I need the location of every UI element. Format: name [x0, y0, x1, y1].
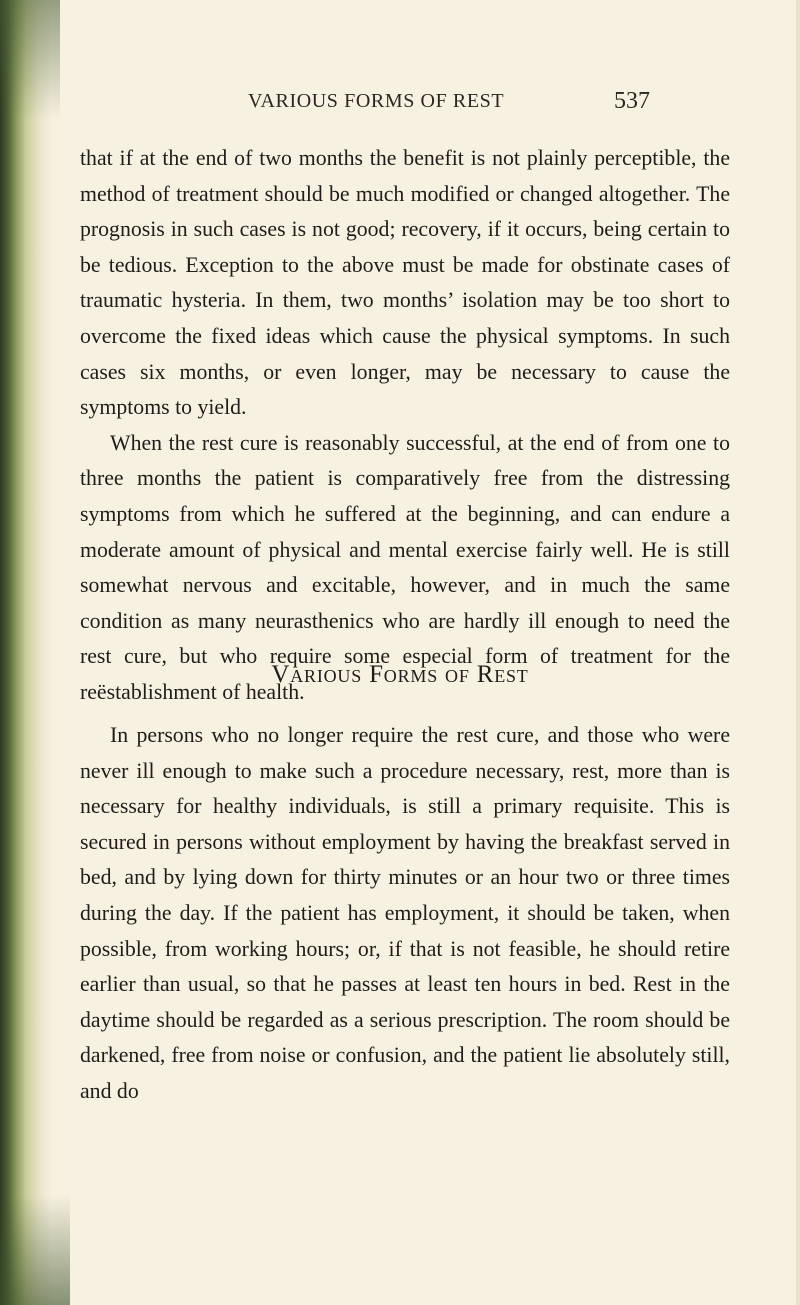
page-number: 537	[614, 88, 650, 114]
binding-shadow-top	[0, 0, 60, 120]
section-heading: Various Forms of Rest	[271, 661, 529, 688]
binding-gutter	[0, 0, 52, 1305]
page-right-edge	[796, 0, 800, 1305]
running-head: VARIOUS FORMS OF REST	[248, 90, 505, 112]
binding-shadow-bottom	[0, 1195, 70, 1305]
body-text-bottom	[80, 718, 730, 1110]
paragraph-various-forms: In persons who no longer require the rest cure, and those who were never ill enough to make such a procedure necessary, rest, more than is necessary for healthy individuals, is still a primary requisite. This is secured in persons without employment by having the breakfast served in bed, and by lying down for thirty minutes or an hour two or three times during the day. If the patient has employment, it should be taken, when possible, from working hours; or, if that is not feasible, he should retire earlier than usual, so that he passes at least ten hours in bed. Rest in the daytime should be regarded as a serious prescription. The room should be darkened, free from noise or confusion, and the patient lie absolutely still, and do	[80, 723, 730, 1103]
paragraph-rest-cure-success: When the rest cure is reasonably successful, at the end of from one to three months the patient is comparatively free from the distressing symptoms from which he suffered at the beginning, and can endure a moderate amount of physical and mental exercise fairly well. He is still somewhat nervous and excitable, however, and in much the same condition as many neurasthenics who are hardly ill enough to need the rest cure, but who require some especial form of treatment for the reëstablishment of health.	[80, 430, 730, 704]
paragraph-continued: that if at the end of two months the benefit is not plainly perceptible, the method of treatment should be much modified or changed altogether. The prognosis in such cases is not good; recovery, if it occurs, being certain to be tedious. Exception to the above must be made for obstinate cases of traumatic hysteria. In them, two months’ isolation may be too short to overcome the fixed ideas which cause the physical symptoms. In such cases six months, or even longer, may be necessary to cause the symptoms to yield.	[80, 146, 730, 420]
body-text-top	[80, 141, 730, 711]
